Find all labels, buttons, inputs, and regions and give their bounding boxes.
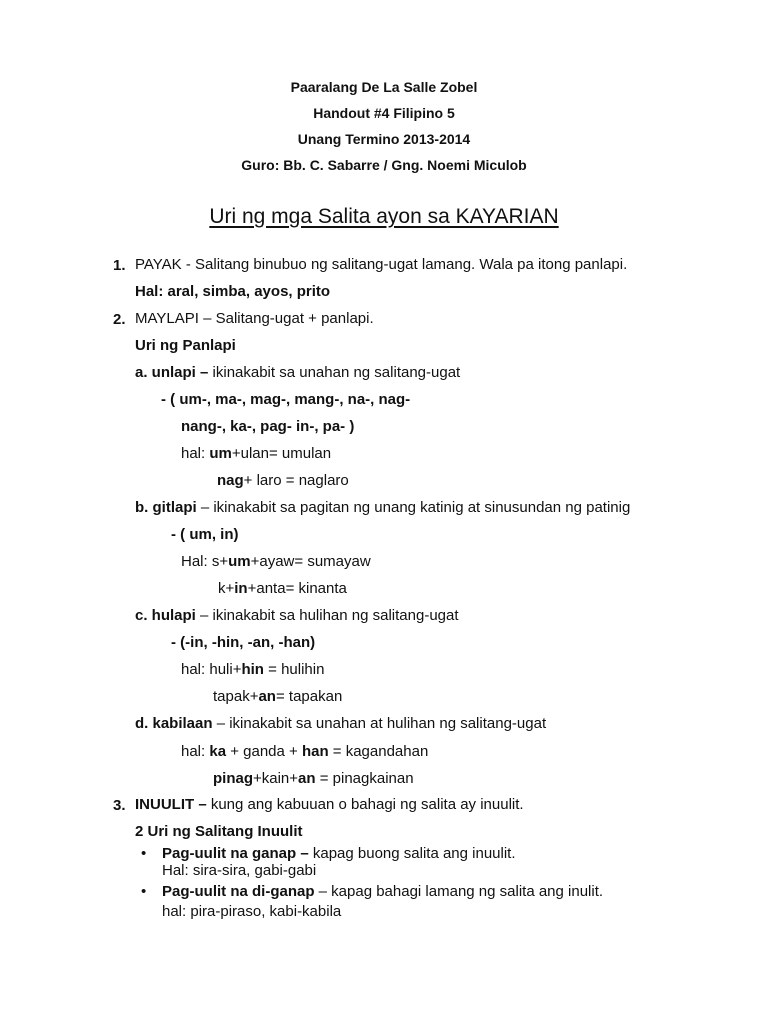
example-label: hal:	[181, 445, 210, 462]
affix: nag	[217, 472, 244, 489]
inuulit-term: INUULIT –	[135, 796, 207, 813]
affix: han	[301, 743, 329, 760]
maylapi-term: MAYLAPI	[135, 310, 199, 327]
example-text: +ayaw= sumayaw	[250, 553, 371, 570]
unlapi-def: ikinakabit sa unahan ng salitang-ugat	[208, 364, 461, 381]
item-number: 3.	[113, 797, 126, 814]
example-text: + laro = naglaro	[243, 472, 349, 489]
example-text: = kagandahan	[328, 743, 429, 760]
payak-def: - Salitang binubuo ng salitang-ugat lamang. Wala pa itong panlapi.	[181, 256, 628, 273]
affix: an	[298, 770, 316, 787]
affix: in	[234, 580, 248, 597]
kabilaan-example-2	[213, 770, 414, 788]
kabilaan-def: – ikinakabit sa unahan at hulihan ng salitang-ugat	[212, 715, 547, 732]
item-number: 2.	[113, 311, 126, 328]
gitlapi-definition	[135, 499, 630, 517]
affix: pinag	[213, 770, 253, 787]
bullet-icon: •	[141, 845, 147, 862]
item-number: 1.	[113, 257, 126, 274]
kabilaan-term: d. kabilaan	[135, 715, 213, 732]
ganap-def: kapag buong salita ang inuulit.	[308, 845, 516, 862]
example-text: +kain+	[253, 770, 299, 787]
hulapi-term: c. hulapi	[135, 607, 196, 624]
gitlapi-example-2	[218, 580, 347, 598]
payak-example: Hal: aral, simba, ayos, prito	[135, 283, 331, 300]
hulapi-example-2	[213, 688, 342, 706]
hulapi-example-1	[181, 661, 324, 679]
inuulit-definition	[135, 796, 524, 814]
hulapi-list: - (-in, -hin, -an, -han)	[171, 634, 316, 651]
unlapi-example-1	[181, 445, 331, 463]
ganap-definition	[162, 845, 516, 863]
unlapi-example-2	[217, 472, 349, 490]
gitlapi-def: – ikinakabit sa pagitan ng unang katinig at sinusundan ng patinig	[196, 499, 631, 516]
affix: an	[258, 688, 276, 705]
page-title: Uri ng mga Salita ayon sa KAYARIAN	[209, 205, 559, 228]
maylapi-def: – Salitang-ugat + panlapi.	[198, 310, 374, 327]
school-name: Paaralang De La Salle Zobel	[290, 79, 478, 95]
example-label: hal: huli+	[181, 661, 242, 678]
ganap-example: Hal: sira-sira, gabi-gabi	[162, 862, 317, 879]
gitlapi-list: - ( um, in)	[171, 526, 239, 543]
affix: um	[228, 553, 251, 570]
affix: hin	[241, 661, 264, 678]
kabilaan-definition	[135, 715, 546, 733]
unlapi-definition	[135, 364, 460, 382]
gitlapi-term: b. gitlapi	[135, 499, 197, 516]
example-text: + ganda +	[226, 743, 302, 760]
bullet-icon: •	[141, 883, 147, 900]
affix: um	[209, 445, 232, 462]
maylapi-definition	[135, 310, 374, 328]
inuulit-subheading: 2 Uri ng Salitang Inuulit	[135, 823, 303, 840]
example-text: = pinagkainan	[315, 770, 414, 787]
payak-term: PAYAK	[135, 256, 182, 273]
example-text: k+	[218, 580, 235, 597]
ganap-term: Pag-uulit na ganap –	[162, 845, 309, 862]
hulapi-def: – ikinakabit sa hulihan ng salitang-ugat	[195, 607, 459, 624]
unlapi-list-2: nang-, ka-, pag- in-, pa- )	[181, 418, 355, 435]
example-text: tapak+	[213, 688, 259, 705]
unlapi-term: a. unlapi –	[135, 364, 209, 381]
di-ganap-def: – kapag bahagi lamang ng salita ang inulit.	[314, 883, 604, 900]
affix: ka	[209, 743, 227, 760]
hulapi-definition	[135, 607, 459, 625]
example-text: +anta= kinanta	[247, 580, 347, 597]
example-label: Hal: s+	[181, 553, 229, 570]
example-text: = hulihin	[263, 661, 325, 678]
example-text: = tapakan	[275, 688, 343, 705]
panlapi-heading: Uri ng Panlapi	[135, 337, 236, 354]
gitlapi-example-1	[181, 553, 371, 571]
di-ganap-example: hal: pira-piraso, kabi-kabila	[162, 903, 342, 920]
handout-number: Handout #4 Filipino 5	[313, 105, 455, 121]
di-ganap-term: Pag-uulit na di-ganap	[162, 883, 315, 900]
payak-definition	[135, 256, 627, 274]
teacher-line: Guro: Bb. C. Sabarre / Gng. Noemi Miculob	[241, 157, 527, 173]
unlapi-list-1: - ( um-, ma-, mag-, mang-, na-, nag-	[161, 391, 411, 408]
example-label: hal:	[181, 743, 210, 760]
kabilaan-example-1	[181, 743, 428, 761]
di-ganap-definition	[162, 883, 603, 901]
example-text: +ulan= umulan	[231, 445, 332, 462]
term-line: Unang Termino 2013-2014	[297, 131, 471, 147]
inuulit-def: kung ang kabuuan o bahagi ng salita ay inuulit.	[206, 796, 524, 813]
